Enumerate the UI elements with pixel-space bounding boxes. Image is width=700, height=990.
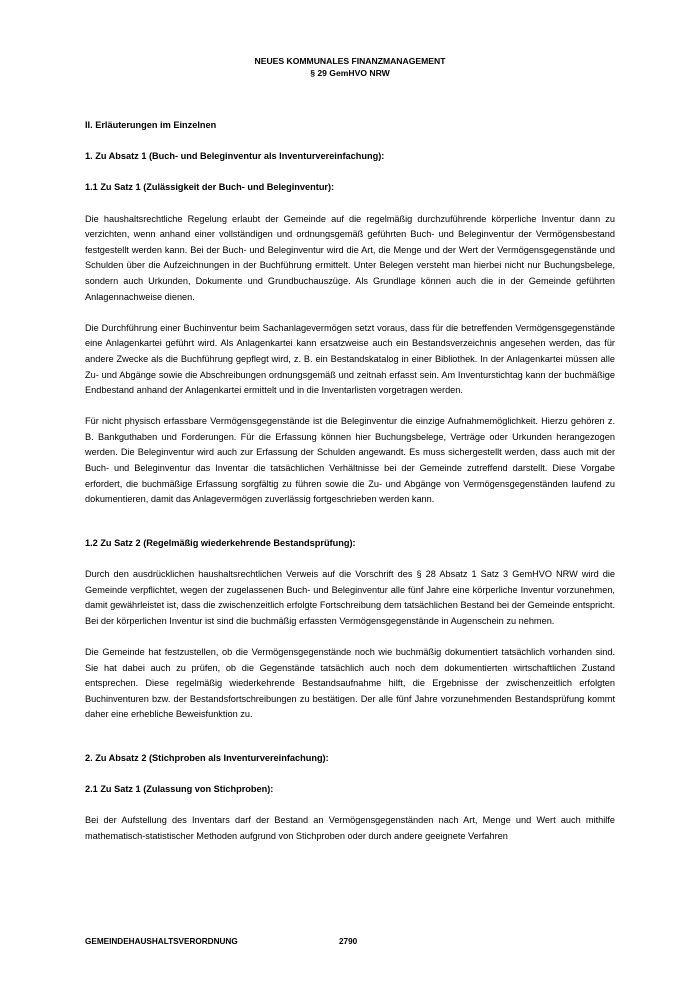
paragraph-1-2-a: Durch den ausdrücklichen haushaltsrechtlichen Verweis auf die Vorschrift des § 28 Absatz 1 Satz 3 GemHVO NRW wird die Gemeinde verpflichtet, wegen der zugelassenen Buch- und Beleginventur alle fünf Jahre eine körperliche Inventur vorzunehmen, damit gewährleistet ist, dass die zwischenzeitlich erfolgte Fortschreibung dem tatsächlichen Bestand bei der Gemeinde entspricht. Bei der körperlichen Inventur ist sind die buchmäßig erfassten Vermögensgegenstände in Augenschein zu nehmen. xyxy=(85,569,615,626)
heading-absatz-2: 2. Zu Absatz 2 (Stichproben als Inventurvereinfachung): xyxy=(85,752,329,763)
header-subtitle: § 29 GemHVO NRW xyxy=(310,68,390,78)
heading-1-2: 1.2 Zu Satz 2 (Regelmäßig wiederkehrende Bestandsprüfung): xyxy=(85,537,356,548)
page-footer xyxy=(85,937,358,946)
paragraph-1-1-c: Für nicht physisch erfassbare Vermögensgegenstände ist die Beleginventur die einzige Aufnahmemöglichkeit. Hierzu gehören z. B. Bankguthaben und Forderungen. Für die Erfassung können hier Buchungsbelege, Verträge oder Urkunden herangezogen werden. Die Beleginventur wird auch zur Erfassung der Schulden angewandt. Es muss sichergestellt werden, dass auch mit der Buch- und Beleginventur das Inventar die tatsächlichen Verhältnisse bei der Gemeinde zutreffend darstellt. Diese Vorgabe erfordert, die buchmäßige Erfassung sorgfältig zu führen sowie die Zu- und Abgänge von Vermögensgegenständen laufend zu dokumentieren, damit das Anlagevermögen zuverlässig fortgeschrieben werden kann. xyxy=(85,416,615,505)
page-number: 2790 xyxy=(339,937,358,946)
paragraph-2-1-a: Bei der Aufstellung des Inventars darf der Bestand an Vermögensgegenständen nach Art, Menge und Wert auch mithilfe mathematisch-statistischer Methoden aufgrund von Stichproben oder durch andere geeignete Verfahren xyxy=(85,815,615,841)
header-title: NEUES KOMMUNALES FINANZMANAGEMENT xyxy=(254,56,446,66)
section-heading: II. Erläuterungen im Einzelnen xyxy=(85,120,217,130)
page-header xyxy=(0,55,700,79)
footer-label: GEMEINDEHAUSHALTSVERORDNUNG xyxy=(85,937,238,946)
heading-2-1: 2.1 Zu Satz 1 (Zulassung von Stichproben): xyxy=(85,784,274,795)
paragraph-1-2-b: Die Gemeinde hat festzustellen, ob die Vermögensgegenstände noch wie buchmäßig dokumentiert tatsächlich vorhanden sind. Sie hat dabei auch zu prüfen, ob die Gegenstände tatsächlich auch noch dem dokumentierten wirtschaftlichen Zustand entsprechen. Diese regelmäßig wiederkehrende Bestandsaufnahme hilft, die Ergebnisse der zwischenzeitlich erfolgten Buchinventuren bzw. der Bestandsfortschreibungen zu bestätigen. Der alle fünf Jahre vorzunehmenden Bestandsprüfung kommt daher eine erhebliche Beweisfunktion zu. xyxy=(85,647,615,720)
paragraph-1-1-a: Die haushaltsrechtliche Regelung erlaubt der Gemeinde auf die regelmäßig durchzuführende körperliche Inventur dann zu verzichten, wenn anhand einer vollständigen und ordnungsgemäß geführten Buch- und Beleginventur der Vermögensbestand festgestellt werden kann. Bei der Buch- und Beleginventur wird die Art, die Menge und der Wert der Vermögensgegenstände und Schulden über die Aufzeichnungen in der Buchführung ermittelt. Unter Belegen versteht man hierbei nicht nur Buchungsbelege, sondern auch Urkunden, Dokumente und Grundbuchauszüge. Als Grundlage können auch die in der Gemeinde geführten Anlagennachweise dienen. xyxy=(85,213,615,302)
heading-1-1: 1.1 Zu Satz 1 (Zulässigkeit der Buch- und Beleginventur): xyxy=(85,182,335,193)
heading-absatz-1: 1. Zu Absatz 1 (Buch- und Beleginventur als Inventurvereinfachung): xyxy=(85,151,385,162)
paragraph-1-1-b: Die Durchführung einer Buchinventur beim Sachanlagevermögen setzt voraus, dass für die betreffenden Vermögensgegenstände eine Anlagenkartei geführt wird. Als Anlagenkartei kann ersatzweise auch ein Bestandsverzeichnis angesehen werden, das für andere Zwecke als die Buchführung gepflegt wird, z. B. ein Bestandskatalog in einer Bibliothek. In der Anlagenkartei müssen alle Zu- und Abgänge sowie die Abschreibungen ordnungsgemäß und zeitnah erfasst sein. Am Inventurstichtag kann der buchmäßige Endbestand anhand der Anlagenkartei ermittelt und in die Inventarlisten vorgetragen werden. xyxy=(85,322,615,396)
document-body xyxy=(85,118,615,845)
